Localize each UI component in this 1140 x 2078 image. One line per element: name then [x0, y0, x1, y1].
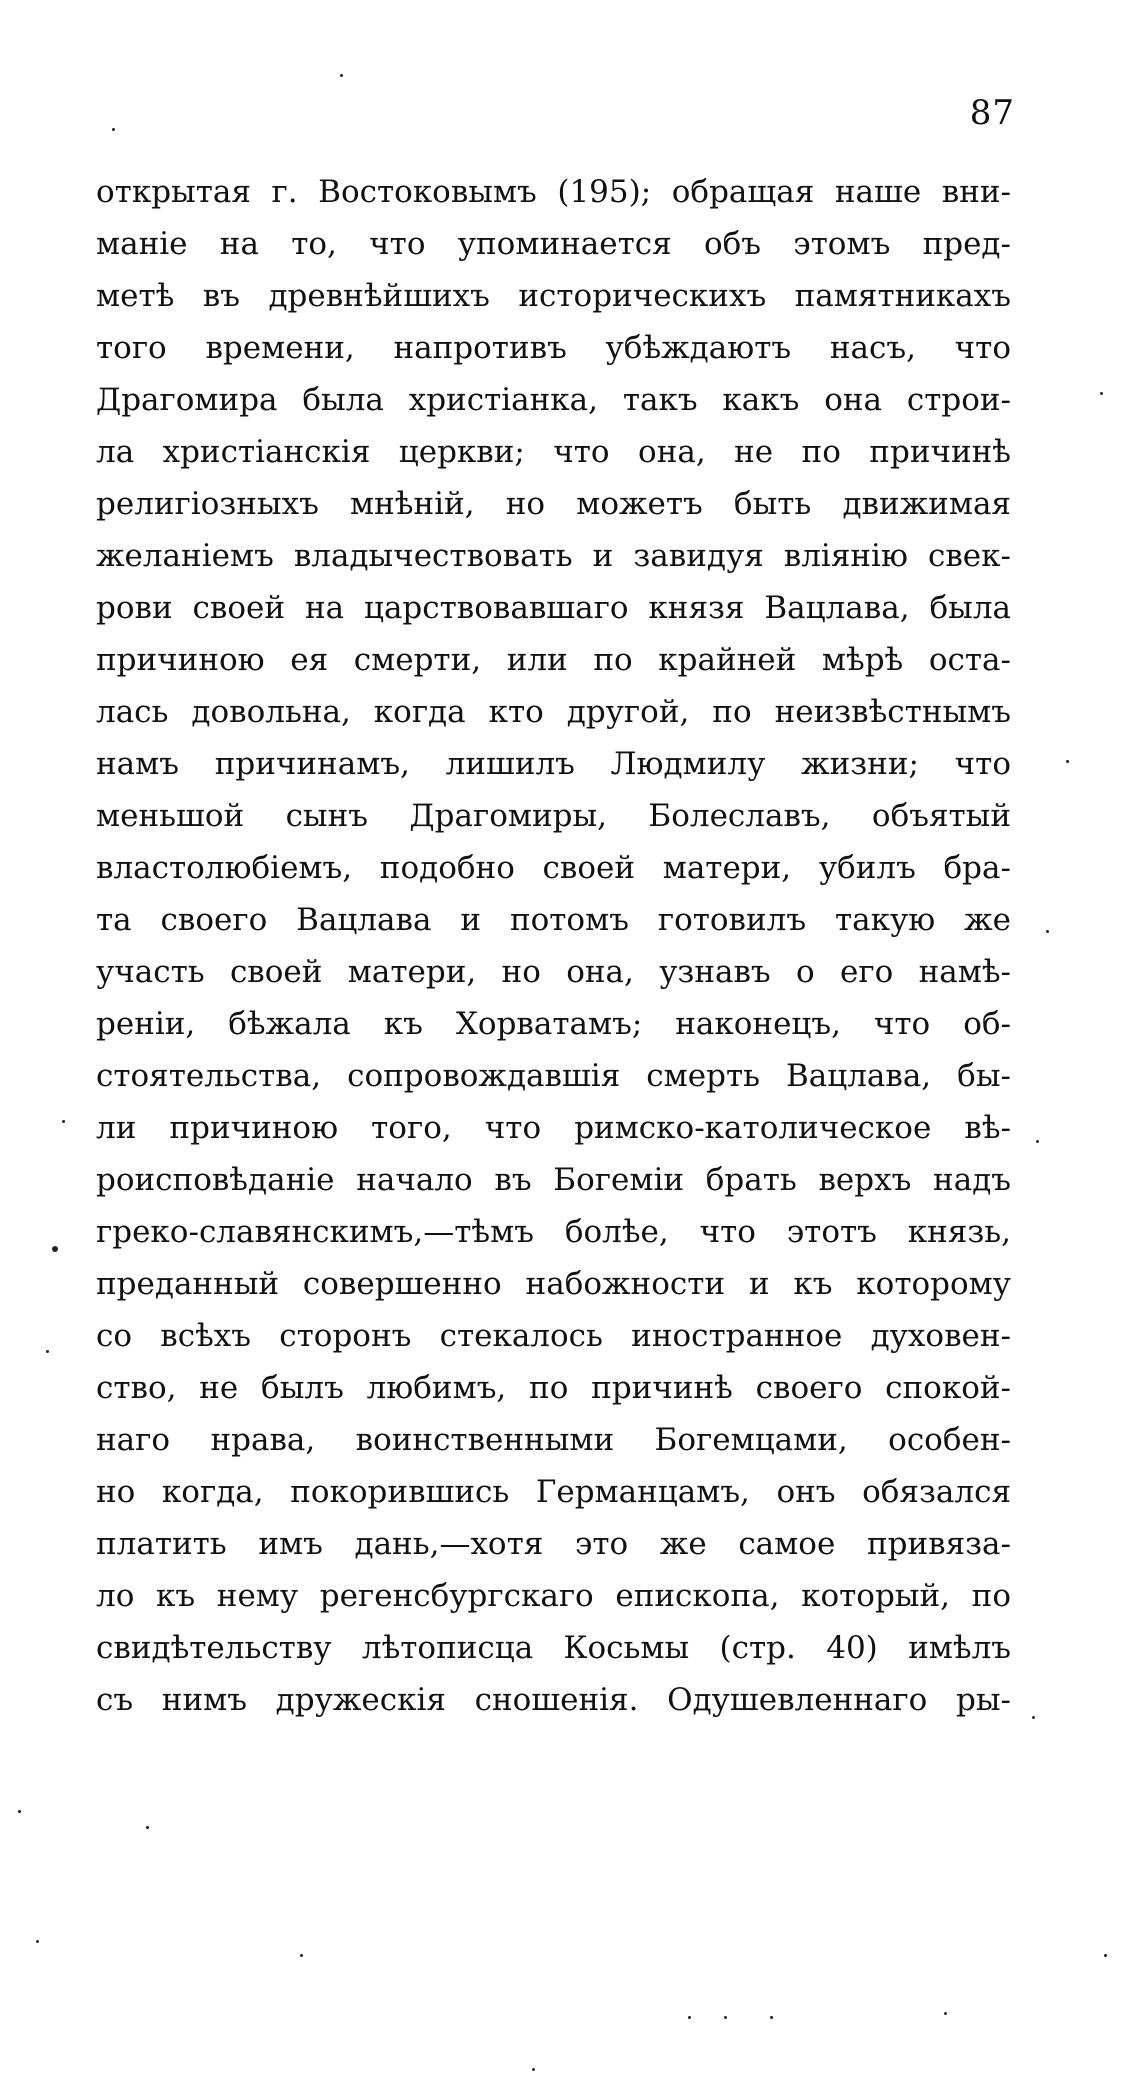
- text-line: та своего Вацлава и потомъ готовилъ такую же: [96, 902, 1011, 938]
- text-line: со всѣхъ сторонъ стекалось иностранное духовен-: [96, 1318, 1011, 1354]
- scan-speck: [724, 2016, 727, 2019]
- text-line: ство, не былъ любимъ, по причинѣ своего спокой-: [96, 1370, 1011, 1406]
- text-line: ла христіанскія церкви; что она, не по причинѣ: [96, 434, 1011, 470]
- scan-speck: [688, 2016, 691, 2019]
- text-line: рови своей на царствовавшаго князя Вацлава, была: [96, 590, 1011, 626]
- text-line: желаніемъ владычествовать и завидуя вліянію свек-: [96, 538, 1011, 574]
- scan-speck: [18, 1810, 21, 1813]
- text-line: открытая г. Востоковымъ (195); обращая наше вни-: [96, 174, 1011, 210]
- text-line: метѣ въ древнѣйшихъ историческихъ памятникахъ: [96, 278, 1011, 314]
- scan-speck: [112, 128, 115, 131]
- text-line: свидѣтельству лѣтописца Косьмы (стр. 40) имѣлъ: [96, 1630, 1011, 1666]
- text-line: но когда, покорившись Германцамъ, онъ обязался: [96, 1474, 1011, 1510]
- text-line: Драгомира была христіанка, такъ какъ она строи-: [96, 382, 1011, 418]
- text-line: намъ причинамъ, лишилъ Людмилу жизни; что: [96, 746, 1011, 782]
- text-line: наго нрава, воинственными Богемцами, особен-: [96, 1422, 1011, 1458]
- scan-speck: [1032, 1716, 1035, 1719]
- scan-speck: [46, 1350, 49, 1353]
- page-number: 87: [969, 93, 1015, 133]
- text-line: роисповѣданіе начало въ Богеміи брать верхъ надъ: [96, 1162, 1011, 1198]
- text-line: участь своей матери, но она, узнавъ о его намѣ-: [96, 954, 1011, 990]
- scan-speck: [340, 74, 343, 77]
- scan-speck: [1046, 930, 1049, 933]
- body-text: [96, 166, 1011, 1726]
- text-line: греко-славянскимъ,—тѣмъ болѣе, что этотъ князь,: [96, 1214, 1011, 1250]
- text-line: меньшой сынъ Драгомиры, Болеславъ, объятый: [96, 798, 1011, 834]
- text-line: преданный совершенно набожности и къ которому: [96, 1266, 1011, 1302]
- scan-speck: [770, 2016, 773, 2019]
- text-line: ли причиною того, что римско-католическое вѣ-: [96, 1110, 1011, 1146]
- text-line: лась довольна, когда кто другой, по неизвѣстнымъ: [96, 694, 1011, 730]
- scan-speck: [300, 1954, 303, 1957]
- text-line: съ нимъ дружескія сношенія. Одушевленнаго ры-: [96, 1682, 1011, 1718]
- scan-speck: [532, 2068, 535, 2071]
- text-line: стоятельства, сопровождавшія смерть Вацлава, бы-: [96, 1058, 1011, 1094]
- scan-speck: [1036, 1140, 1039, 1143]
- text-line: маніе на то, что упоминается объ этомъ пред-: [96, 226, 1011, 262]
- scan-speck: [1066, 760, 1069, 763]
- scan-speck: [1100, 392, 1103, 395]
- text-line: причиною ея смерти, или по крайней мѣрѣ оста-: [96, 642, 1011, 678]
- scan-speck: [146, 1826, 149, 1829]
- scan-speck: [52, 1246, 58, 1252]
- text-line: того времени, напротивъ убѣждаютъ насъ, что: [96, 330, 1011, 366]
- scan-speck: [36, 1940, 39, 1943]
- text-line: платить имъ дань,—хотя это же самое привяза-: [96, 1526, 1011, 1562]
- text-line: религіозныхъ мнѣній, но можетъ быть движимая: [96, 486, 1011, 522]
- text-line: ло къ нему регенсбургскаго епископа, который, по: [96, 1578, 1011, 1614]
- scan-speck: [62, 1120, 65, 1123]
- text-line: реніи, бѣжала къ Хорватамъ; наконецъ, что об-: [96, 1006, 1011, 1042]
- scan-speck: [944, 2012, 947, 2015]
- scan-speck: [1104, 1954, 1107, 1957]
- text-line: властолюбіемъ, подобно своей матери, убилъ бра-: [96, 850, 1011, 886]
